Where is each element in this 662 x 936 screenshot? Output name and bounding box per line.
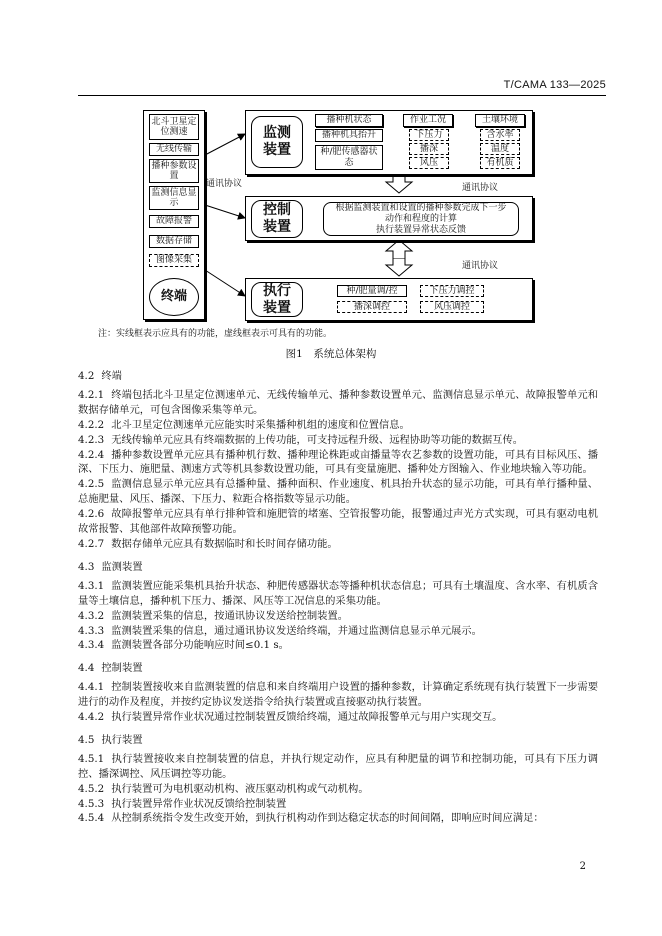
protocol-label-terminal: 通讯协议: [206, 179, 243, 189]
section-heading: [78, 730, 598, 752]
clause-number: 4.3.4: [78, 639, 105, 652]
clause: [78, 579, 598, 609]
section-heading: [78, 557, 598, 579]
clause-text: 播种参数设置单元应具有播种机行数、播种理论株距或亩播量等农艺参数的设置功能，可具有目标风压、播深、下压力、施肥量、测速方式等机具参数设置功能，可具有变量施肥、播种处方图输入、作业地块输入等功能。: [78, 448, 598, 476]
clause-text: 北斗卫星定位测速单元应能实时采集播种机组的速度和位置信息。: [111, 418, 410, 431]
terminal-unit-fault-alarm: 故障报警: [149, 215, 199, 228]
protocol-label-monitor-control: 通讯协议: [462, 183, 499, 193]
monitor-group-head-soil: 土壤环境: [475, 114, 525, 127]
clause-number: 4.3.3: [78, 624, 105, 637]
clause: [78, 507, 598, 537]
execute-item-depth: 播深调控: [337, 301, 407, 313]
clause-number: 4.3.2: [78, 609, 105, 622]
arrow-terminal-monitor: [205, 134, 245, 155]
clause: [78, 782, 598, 797]
clause: [78, 433, 598, 448]
section-title: 终端: [101, 370, 122, 382]
clause-number: 4.2.1: [78, 388, 105, 401]
section-number: 4.5: [78, 733, 95, 746]
clause: [78, 388, 598, 418]
monitor-item-depth: 播深: [409, 143, 449, 155]
execute-item-air-pressure: 风压调控: [420, 301, 484, 313]
section-heading: [78, 658, 598, 680]
monitor-item-organic-matter: 有机质: [480, 157, 520, 169]
clause-text: 从控制系统指令发生改变开始，到执行机构动作到达稳定状态的时间间隔，即响应时间应满足：: [111, 812, 544, 825]
clause-number: 4.2.7: [78, 537, 105, 550]
monitor-item-downforce: 下压力: [409, 129, 449, 141]
clause-number: 4.2.6: [78, 508, 105, 521]
clause-text: 执行装置接收来自控制装置的信息，并执行规定动作，应具有种肥量的调节和控制功能，可具有下压力调控、播深调控、风压调控等功能。: [78, 752, 598, 780]
section-heading: [78, 366, 598, 388]
clause: [78, 680, 598, 710]
clause-text: 终端包括北斗卫星定位测速单元、无线传输单元、播种参数设置单元、监测信息显示单元、故障报警单元和数据存储单元，可包含图像采集等单元。: [78, 388, 598, 416]
execute-title: 执行装置: [251, 282, 303, 317]
clause-number: 4.5.1: [78, 752, 105, 765]
execute-item-seed-fertilizer: 种/肥量调/控: [337, 285, 407, 297]
arrow-monitor-control: [386, 175, 412, 193]
clause-number: 4.4.2: [78, 711, 105, 724]
figure-caption: 图1 系统总体架构: [285, 348, 377, 360]
monitor-group-head-machine-state: 播种机状态: [315, 114, 383, 127]
clause-text: 执行装置异常作业状况通过控制装置反馈给终端，通过故障报警单元与用户实现交互。: [111, 711, 503, 724]
terminal-unit-beidou: 北斗卫星定位测速: [149, 114, 199, 140]
clause: [78, 418, 598, 433]
section-title: 执行装置: [101, 733, 143, 746]
clause-number: 4.3.1: [78, 579, 105, 592]
figure-note: 注：实线框表示应具有的功能，虚线框表示可具有的功能。: [98, 329, 333, 339]
clause-number: 4.2.3: [78, 433, 105, 446]
monitor-title: 监测装置: [251, 116, 303, 168]
clause: [78, 448, 598, 478]
control-description: [323, 202, 519, 236]
clause-text: 监测装置各部分功能响应时间≤0.1 s。: [111, 639, 289, 652]
clause: [78, 752, 598, 782]
arrow-execute-control: [386, 240, 412, 258]
monitor-item-air-pressure: 风压: [409, 157, 449, 169]
clause-number: 4.2.2: [78, 418, 105, 431]
clause-text: 无线传输单元应具有终端数据的上传功能，可支持远程升级、远程协助等功能的数据互传。: [111, 433, 524, 446]
clause-number: 4.5.3: [78, 797, 105, 810]
document-body: [78, 366, 598, 826]
clause-number: 4.2.4: [78, 448, 105, 461]
clause: [78, 624, 598, 639]
clause-number: 4.5.4: [78, 812, 105, 825]
clause: [78, 797, 598, 812]
clause-text: 监测装置采集的信息，按通讯协议发送给控制装置。: [111, 609, 349, 622]
section-number: 4.3: [78, 560, 95, 573]
terminal-unit-monitor-display: 监测信息显示: [149, 186, 199, 210]
clause-text: 执行装置异常作业状况反馈给控制装置: [111, 797, 287, 810]
arrow-control-execute: [386, 258, 412, 276]
clause-text: 数据存储单元应具有数据临时和长时间存储功能。: [111, 537, 338, 550]
clause-text: 监测信息显示单元应具有总播种量、播种面积、作业速度、机具抬升状态的显示功能，可具有单行播种量、总施肥量、风压、播深、下压力、粒距合格指数等显示功能。: [78, 478, 598, 506]
clause-text: 故障报警单元应具有单行排种管和施肥管的堵塞、空管报警功能，报警通过声光方式实现，可具有驱动电机故常报警、其他部件故障预警功能。: [78, 508, 598, 536]
clause: [78, 638, 598, 653]
arrow-terminal-execute: [205, 270, 245, 296]
system-architecture-figure: [0, 0, 662, 340]
clause: [78, 477, 598, 507]
clause-number: 4.5.2: [78, 782, 105, 795]
terminal-unit-wireless: 无线传输: [149, 143, 199, 156]
monitor-item-moisture: 含水率: [480, 129, 520, 141]
terminal-unit-param-setting: 播种参数设置: [149, 159, 199, 183]
monitor-item-temperature: 温度: [480, 143, 520, 155]
clause-text: 监测装置应能采集机具抬升状态、种肥传感器状态等播种机状态信息；可具有土壤温度、含水率、有机质含量等土壤信息，播种机下压力、播深、风压等工况信息的采集功能。: [78, 579, 598, 607]
clause-text: 控制装置接收来自监测装置的信息和来自终端用户设置的播种参数，计算确定系统现有执行装置下一步需要进行的动作及程度，并按约定协议发送指令给执行装置或直接驱动执行装置。: [78, 681, 598, 709]
clause: [78, 537, 598, 552]
clause-number: 4.4.1: [78, 681, 105, 694]
terminal-unit-image-capture: 图像采集: [149, 254, 199, 267]
execute-item-downforce: 下压力调控: [420, 285, 484, 297]
page-number: 2: [579, 861, 586, 872]
control-text-line-1: 根据监测装置和设置的播种参数完成下一步: [335, 202, 507, 213]
clause-number: 4.2.5: [78, 478, 105, 491]
control-text-line-2: 动作和程度的计算: [384, 213, 457, 224]
section-title: 监测装置: [101, 560, 143, 573]
control-text-line-3: 执行装置异常状态反馈: [375, 224, 466, 235]
monitor-item-lift: 播种机具抬升: [315, 129, 383, 142]
monitor-item-sensor-state: 种/肥传感器状态: [315, 145, 383, 170]
clause: [78, 710, 598, 725]
protocol-label-control-execute: 通讯协议: [462, 261, 499, 271]
terminal-unit-data-storage: 数据存储: [149, 235, 199, 248]
clause-text: 监测装置采集的信息，通过通讯协议发送给终端，并通过监测信息显示单元展示。: [111, 624, 482, 637]
terminal-title: 终端: [149, 278, 199, 316]
section-title: 控制装置: [101, 662, 143, 675]
monitor-group-head-work-condition: 作业工况: [403, 114, 453, 127]
standard-number: T/CAMA 133—2025: [503, 79, 606, 91]
arrow-terminal-control: [205, 205, 245, 218]
clause-text: 执行装置可为电机驱动机构、液压驱动机构或气动机构。: [111, 782, 369, 795]
section-number: 4.4: [78, 662, 95, 675]
control-title: 控制装置: [251, 200, 303, 238]
clause: [78, 811, 598, 826]
clause: [78, 609, 598, 624]
section-number: 4.2: [78, 370, 95, 382]
